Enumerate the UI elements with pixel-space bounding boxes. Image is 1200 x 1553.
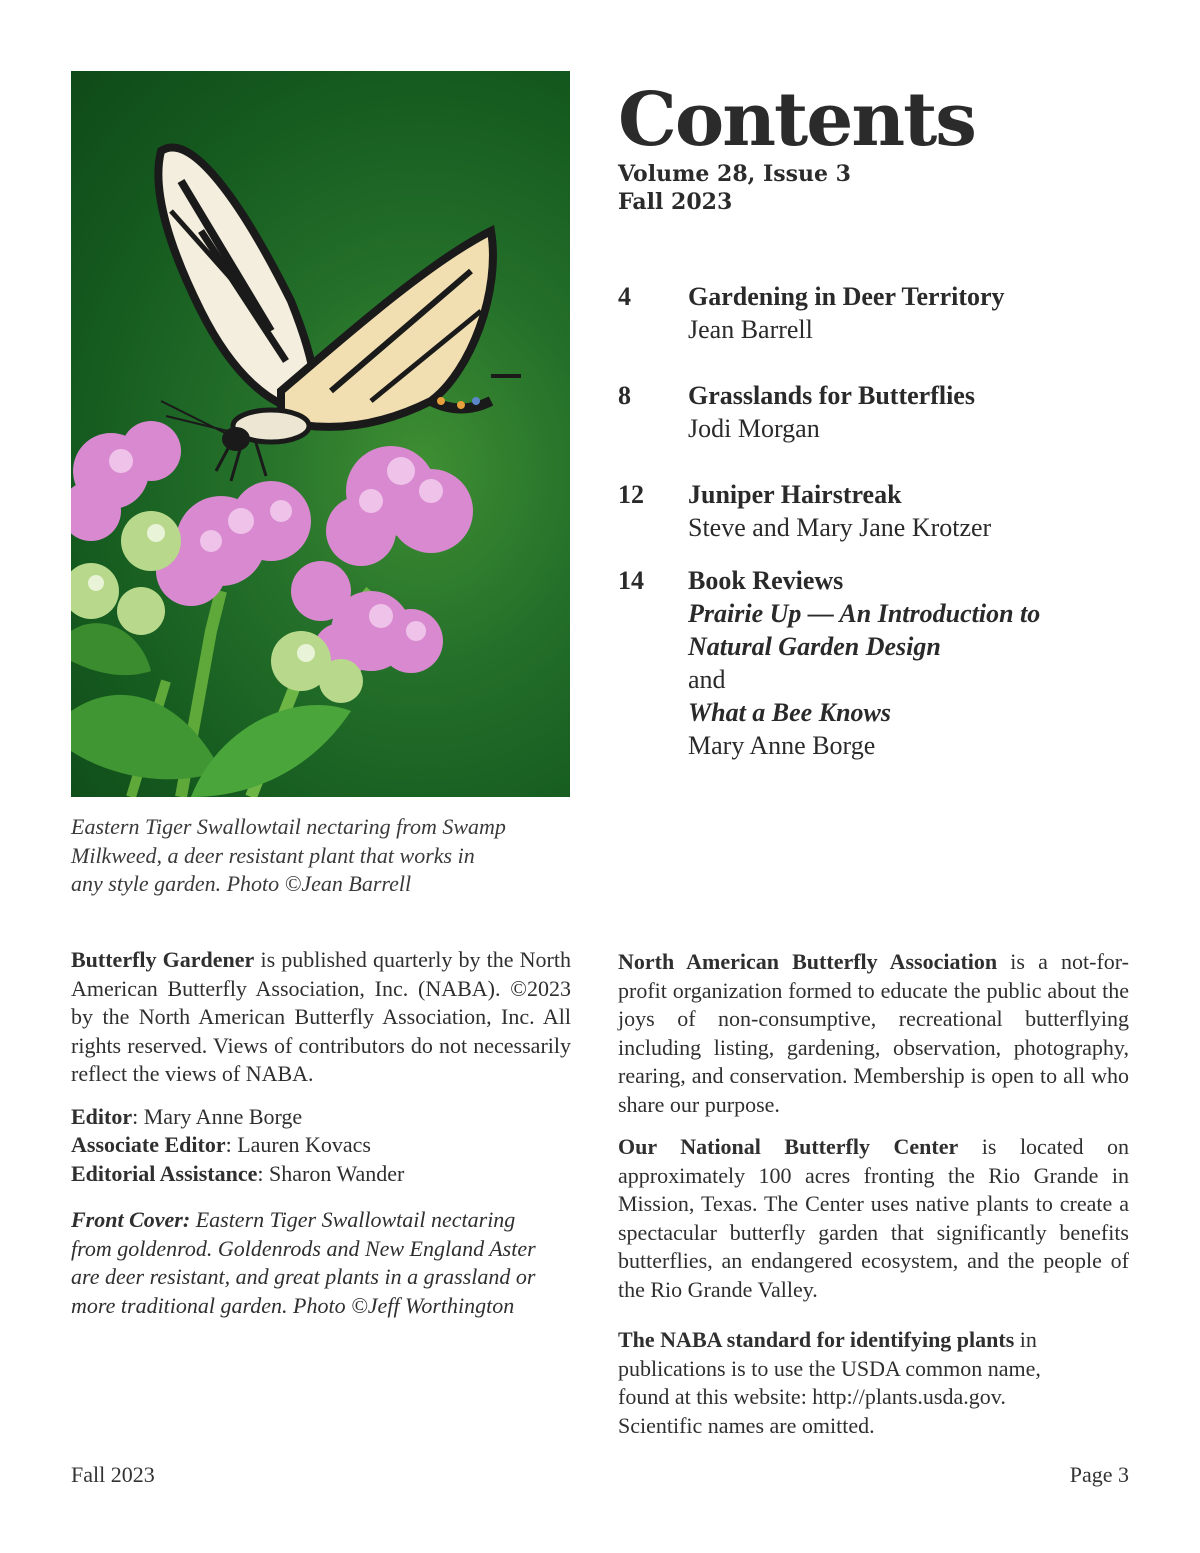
publisher-statement [71,946,571,1089]
swallowtail-on-milkweed-illustration [71,71,570,797]
toc-article-title[interactable]: Gardening in Deer Territory [688,282,1005,311]
volume-label: Volume 28, Issue 3 [618,161,851,187]
credit-role: Associate Editor [71,1132,226,1157]
cover-text: Eastern Tiger Swallowtail nectaring [190,1207,516,1232]
standard-line: found at this website: http://plants.usda.gov. [618,1384,1006,1409]
credit-name: : Sharon Wander [257,1160,405,1186]
cover-label: Front Cover: [71,1207,191,1232]
credit-role: Editor [71,1103,133,1129]
cover-line: are deer resistant, and great plants in a grassland or [71,1264,536,1289]
toc-article-title[interactable]: Grasslands for Butterflies [688,381,975,410]
standard-text: in [1014,1327,1037,1352]
center-text: is located on approximately 100 acres fronting the Rio Grande in Mission, Texas. The Center uses native plants to create a spectacular butterfly garden that significantly benefits butterflies, an endangered ecosystem, and the people of the Rio Grande Valley. [618,1134,1129,1302]
center-description [618,1133,1129,1304]
publisher-text: is published quarterly by the North American Butterfly Association, Inc. (NABA). ©2023 by the North American Butterfly Association, Inc. All rights reserved. Views of contributors do not necessarily reflect the views of NABA. [71,947,571,1086]
toc-entry[interactable] [618,564,1158,762]
photo-caption [71,813,571,899]
toc-page-number: 4 [618,282,631,311]
toc-page-number: 8 [618,381,631,410]
naba-name: North American Butterfly Association [618,949,998,974]
toc-author: Jean Barrell [688,315,813,344]
cover-line [71,1206,571,1235]
standard-line: Scientific names are omitted. [618,1412,875,1438]
table-of-contents [618,280,1158,795]
credit-line [71,1103,571,1132]
toc-page-number: 14 [618,566,644,595]
staff-credits [71,1103,571,1189]
standard-line: publications is to use the USDA common name, [618,1355,1041,1381]
credit-role: Editorial Assistance [71,1160,258,1186]
cover-line: from goldenrod. Goldenrods and New England Aster [71,1235,536,1261]
footer-page-number: Page 3 [1069,1462,1129,1487]
toc-entry[interactable] [618,379,1158,445]
caption-line: any style garden. Photo ©Jean Barrell [71,871,412,896]
toc-article-title[interactable]: Juniper Hairstreak [688,480,902,509]
caption-line: Milkweed, a deer resistant plant that works in [71,842,475,868]
toc-author: Mary Anne Borge [688,731,876,760]
toc-page-number: 12 [618,480,644,509]
toc-author: Jodi Morgan [688,414,820,443]
association-info [618,948,1129,1440]
credit-name: : Lauren Kovacs [225,1132,371,1157]
toc-article-title[interactable]: Book Reviews [688,566,844,595]
naba-text: is a not-for-profit organization formed to educate the public about the joys of non-consumptive, recreational butterflying including listing, gardening, observation, photography, rearing, and conservation. Membership is open to all who share our purpose. [618,949,1129,1117]
toc-entry[interactable] [618,280,1158,346]
center-name: Our National Butterfly Center [618,1134,959,1159]
toc-author: Steve and Mary Jane Krotzer [688,513,992,542]
toc-conjunction: and [688,665,726,694]
cover-line: more traditional garden. Photo ©Jeff Worthington [71,1292,515,1318]
season-label: Fall 2023 [618,189,733,215]
publication-info [71,946,571,1320]
toc-book-title: Natural Garden Design [688,632,941,661]
toc-entry[interactable] [618,478,1158,544]
footer-issue: Fall 2023 [71,1462,155,1487]
toc-book-title: What a Bee Knows [688,698,891,727]
front-cover-note [71,1206,571,1320]
standard-lead: The NABA standard for identifying plants [618,1327,1015,1352]
toc-book-title: Prairie Up — An Introduction to [688,599,1041,628]
credit-line [71,1160,571,1189]
caption-line: Eastern Tiger Swallowtail nectaring from Swamp [71,814,506,839]
naba-description [618,948,1129,1119]
publication-name: Butterfly Gardener [71,947,255,972]
page-title: Contents [618,77,975,163]
plant-naming-standard [618,1326,1129,1440]
issue-info [618,160,851,216]
standard-line [618,1326,1129,1355]
credit-line [71,1131,571,1160]
credit-name: : Mary Anne Borge [132,1103,303,1129]
butterfly-photo [71,71,570,797]
